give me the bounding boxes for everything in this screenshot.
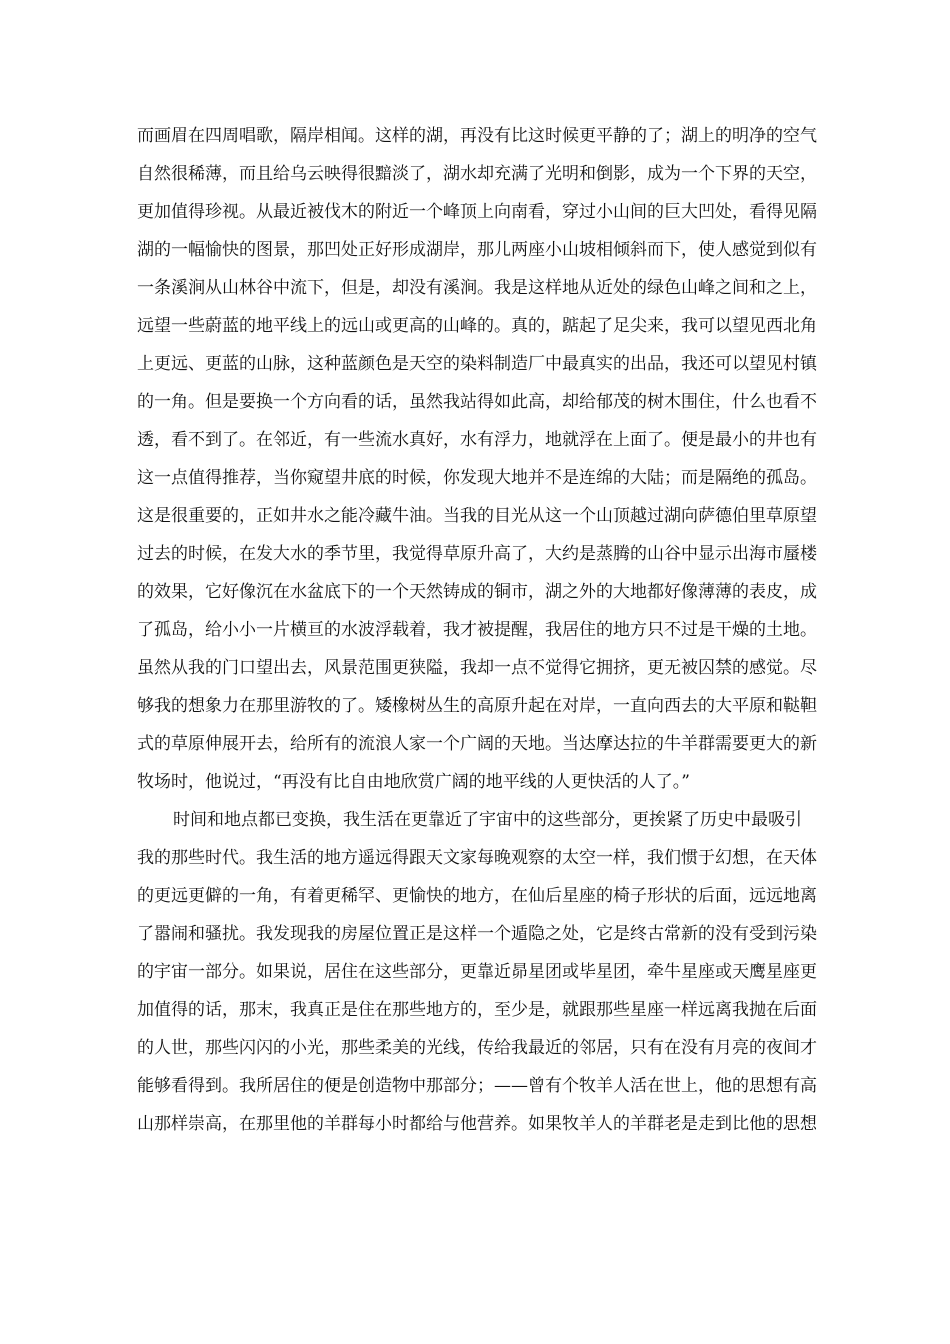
text-line: 牧场时，他说过，“再没有比自由地欣赏广阔的地平线的人更快活的人了。” xyxy=(137,772,690,792)
text-line: 的宇宙一部分。如果说，居住在这些部分，更靠近昴星团或毕星团，牵牛星座或天鹰星座更 xyxy=(137,962,817,982)
text-line: 更加值得珍视。从最近被伐木的附近一个峰顶上向南看，穿过小山间的巨大凹处，看得见隔 xyxy=(137,202,817,222)
text-line: 这一点值得推荐，当你窥望井底的时候，你发现大地并不是连绵的大陆；而是隔绝的孤岛。 xyxy=(137,468,817,488)
text-line: 自然很稀薄，而且给乌云映得很黯淡了，湖水却充满了光明和倒影，成为一个下界的天空， xyxy=(137,164,817,184)
text-line: 而画眉在四周唱歌，隔岸相闻。这样的湖，再没有比这时候更平静的了；湖上的明净的空气 xyxy=(137,126,817,146)
text-line: 山那样崇高，在那里他的羊群每小时都给与他营养。如果牧羊人的羊群老是走到比他的思想 xyxy=(137,1114,817,1134)
text-line: 能够看得到。我所居住的便是创造物中那部分；——曾有个牧羊人活在世上，他的思想有高 xyxy=(137,1076,817,1096)
text-line: 透，看不到了。在邻近，有一些流水真好，水有浮力，地就浮在上面了。便是最小的井也有 xyxy=(137,430,817,450)
text-line: 过去的时候，在发大水的季节里，我觉得草原升高了，大约是蒸腾的山谷中显示出海市蜃楼 xyxy=(137,544,817,564)
text-line: 加值得的话，那末，我真正是住在那些地方的，至少是，就跟那些星座一样远离我抛在后面 xyxy=(137,1000,817,1020)
text-line: 湖的一幅愉快的图景，那凹处正好形成湖岸，那儿两座小山坡相倾斜而下，使人感觉到似有 xyxy=(137,240,817,260)
text-line: 虽然从我的门口望出去，风景范围更狭隘，我却一点不觉得它拥挤，更无被囚禁的感觉。尽 xyxy=(137,658,817,678)
text-line: 式的草原伸展开去，给所有的流浪人家一个广阔的天地。当达摩达拉的牛羊群需要更大的新 xyxy=(137,734,817,754)
text-line: 的一角。但是要换一个方向看的话，虽然我站得如此高，却给郁茂的树木围住，什么也看不 xyxy=(137,392,817,412)
text-line: 这是很重要的，正如井水之能冷藏牛油。当我的目光从这一个山顶越过湖向萨德伯里草原望 xyxy=(137,506,817,526)
text-line: 我的那些时代。我生活的地方遥远得跟天文家每晚观察的太空一样，我们惯于幻想，在天体 xyxy=(137,848,817,868)
text-line: 上更远、更蓝的山脉，这种蓝颜色是天空的染料制造厂中最真实的出品，我还可以望见村镇 xyxy=(137,354,817,374)
text-line: 的更远更僻的一角，有着更稀罕、更愉快的地方，在仙后星座的椅子形状的后面，远远地离 xyxy=(137,886,817,906)
text-line: 一条溪涧从山林谷中流下，但是，却没有溪涧。我是这样地从近处的绿色山峰之间和之上， xyxy=(137,278,817,298)
text-line: 了孤岛，给小小一片横亘的水波浮载着，我才被提醒，我居住的地方只不过是干燥的土地。 xyxy=(137,620,817,640)
paragraph-start-line: 时间和地点都已变换，我生活在更靠近了宇宙中的这些部分，更挨紧了历史中最吸引 xyxy=(173,810,802,830)
text-line: 了嚣闹和骚扰。我发现我的房屋位置正是这样一个遁隐之处，它是终古常新的没有受到污染 xyxy=(137,924,817,944)
text-line: 的效果，它好像沉在水盆底下的一个天然铸成的铜市，湖之外的大地都好像薄薄的表皮，成 xyxy=(137,582,817,602)
text-line: 远望一些蔚蓝的地平线上的远山或更高的山峰的。真的，踮起了足尖来，我可以望见西北角 xyxy=(137,316,817,336)
text-line: 够我的想象力在那里游牧的了。矮橡树丛生的高原升起在对岸，一直向西去的大平原和鞑靼 xyxy=(137,696,817,716)
text-line: 的人世，那些闪闪的小光，那些柔美的光线，传给我最近的邻居，只有在没有月亮的夜间才 xyxy=(137,1038,817,1058)
body-text xyxy=(137,117,817,1143)
